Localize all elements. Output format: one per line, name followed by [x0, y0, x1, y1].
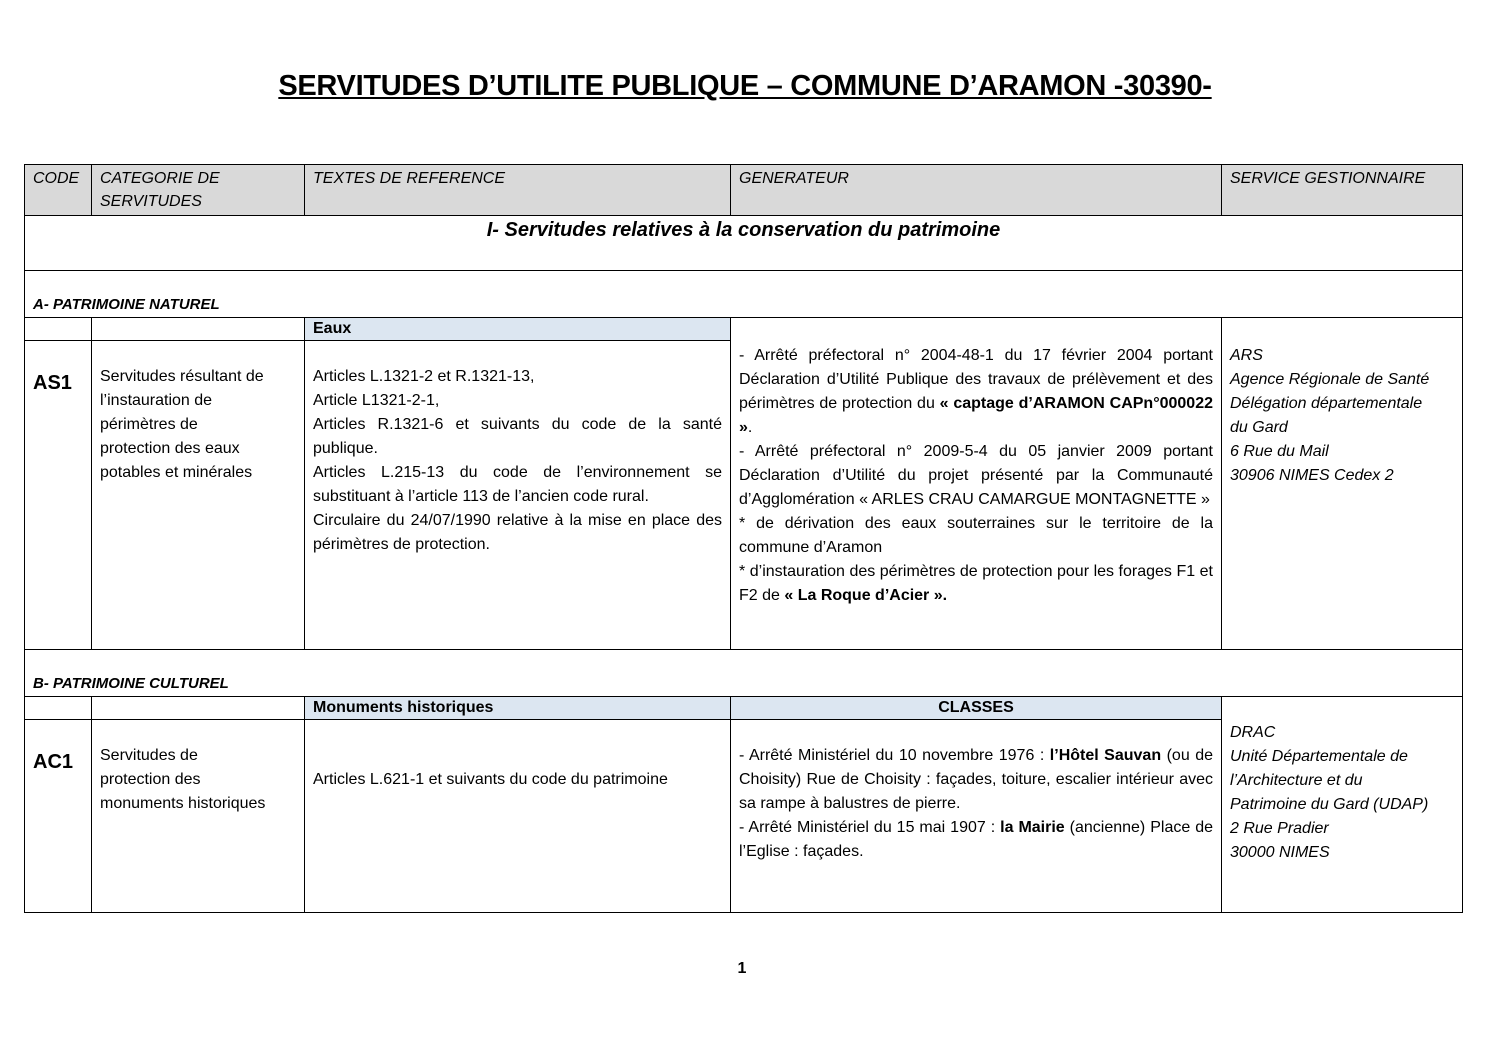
textes-as1-item: Articles L.215-13 du code de l’environnement se substituant à l’article 113 de l’ancien code rural. [313, 464, 722, 505]
label-monuments: Monuments historiques [305, 697, 731, 720]
gen-as1-captage: « captage d’ARAMON CAPn°000022 » [739, 395, 1213, 436]
section-row [25, 216, 1463, 271]
service-ac1-line: DRAC [1230, 724, 1276, 741]
subsection-row-naturel [25, 271, 1463, 318]
categorie-ac1-line: protection des [100, 771, 201, 788]
service-ac1 [1222, 697, 1463, 913]
textes-ac1: Articles L.621-1 et suivants du code du patrimoine [305, 720, 731, 913]
header-categorie-line1: CATEGORIE DE [100, 170, 220, 187]
textes-as1-item: Articles L.1321-2 et R.1321-13, [313, 368, 535, 385]
categorie-as1-line: potables et minérales [100, 464, 253, 481]
categorie-as1 [92, 341, 305, 650]
empty-cell [25, 697, 92, 720]
service-ac1-line: l’Architecture et du [1230, 772, 1363, 789]
categorie-as1-line: Servitudes résultant de [100, 368, 264, 385]
header-generateur: GENERATEUR [731, 165, 1222, 216]
categorie-ac1-line: monuments historiques [100, 795, 266, 812]
service-as1-line: 30906 NIMES Cedex 2 [1230, 467, 1394, 484]
gen-ac1-arrete-1976-rest: (ou de Choisity) Rue de Choisity : façades, toiture, escalier intérieur avec sa rampe à balustres de pierre. [739, 747, 1214, 812]
subsection-patrimoine-culturel: B- PATRIMOINE CULTUREL [25, 650, 1463, 697]
gen-ac1-mairie: la Mairie [1000, 819, 1065, 836]
service-as1 [1222, 318, 1463, 650]
categorie-as1-line: protection des eaux [100, 440, 240, 457]
gen-as1-derivation: * de dérivation des eaux souterraines sur le territoire de la commune d’Aramon [739, 515, 1213, 556]
gen-ac1-arrete-1976 [739, 747, 1213, 812]
categorie-as1-line: périmètres de [100, 416, 198, 433]
service-ac1-line: Patrimoine du Gard (UDAP) [1230, 796, 1429, 813]
textes-as1 [305, 341, 731, 650]
empty-cell [92, 697, 305, 720]
categorie-as1-line: l’instauration de [100, 392, 213, 409]
label-row-eaux [25, 318, 1463, 341]
gen-as1-instauration [739, 563, 1213, 604]
table-header-row [25, 165, 1463, 216]
servitudes-table [24, 164, 1463, 913]
subsection-row-culturel [25, 650, 1463, 697]
header-textes: TEXTES DE REFERENCE [305, 165, 731, 216]
gen-as1-period2: . [942, 587, 948, 604]
gen-as1-roque-acier: « La Roque d’Acier » [784, 587, 943, 604]
gen-as1-period: . [747, 419, 753, 436]
code-as1: AS1 [25, 341, 92, 650]
service-ac1-line: 2 Rue Pradier [1230, 820, 1329, 837]
label-classes: CLASSES [731, 697, 1222, 720]
subsection-patrimoine-naturel: A- PATRIMOINE NATUREL [25, 271, 1463, 318]
generateur-ac1 [731, 720, 1222, 913]
gen-ac1-hotel-sauvan: l’Hôtel Sauvan [1049, 747, 1162, 764]
service-as1-line: ARS [1230, 347, 1263, 364]
page-number: 1 [737, 960, 747, 977]
textes-as1-item: Article L1321-2-1, [313, 392, 440, 409]
header-service: SERVICE GESTIONNAIRE [1222, 165, 1463, 216]
service-ac1-line: 30000 NIMES [1230, 844, 1330, 861]
textes-as1-item: Circulaire du 24/07/1990 relative à la mise en place des périmètres de protection. [313, 512, 722, 553]
code-ac1: AC1 [25, 720, 92, 913]
service-as1-line: du Gard [1230, 419, 1288, 436]
service-as1-line: Agence Régionale de Santé [1230, 371, 1430, 388]
header-categorie-line2: SERVITUDES [100, 193, 202, 210]
gen-as1-arrete-2004-text: - Arrêté préfectoral n° 2004-48-1 du 17 février 2004 portant Déclaration d’Utilité Publique des travaux de prélèvement et des périmètres de protection du [739, 347, 1213, 412]
label-row-monuments [25, 697, 1463, 720]
empty-cell [92, 318, 305, 341]
gen-ac1-arrete-1976-text: - Arrêté Ministériel du 10 novembre 1976 : [739, 747, 1050, 764]
categorie-ac1 [92, 720, 305, 913]
label-eaux: Eaux [305, 318, 731, 341]
page-title: SERVITUDES D’UTILITE PUBLIQUE – COMMUNE D’ARAMON -30390- [278, 70, 1212, 102]
gen-ac1-arrete-1907-text: - Arrêté Ministériel du 15 mai 1907 : [739, 819, 1001, 836]
gen-ac1-arrete-1907-rest: (ancienne) Place de l’Eglise : façades. [739, 819, 1213, 860]
empty-cell [25, 318, 92, 341]
gen-as1-arrete-2009: - Arrêté préfectoral n° 2009-5-4 du 05 janvier 2009 portant Déclaration d’Utilité du projet présenté par la Communauté d’Agglomération « ARLES CRAU CAMARGUE MONTAGNETTE » [739, 443, 1213, 508]
gen-as1-arrete-2004 [739, 347, 1213, 436]
generateur-as1 [731, 318, 1222, 650]
service-ac1-line: Unité Départementale de [1230, 748, 1408, 765]
service-as1-line: 6 Rue du Mail [1230, 443, 1329, 460]
textes-as1-item: Articles R.1321-6 et suivants du code de la santé publique. [313, 416, 722, 457]
gen-ac1-arrete-1907 [739, 819, 1213, 860]
service-as1-line: Délégation départementale [1230, 395, 1423, 412]
categorie-ac1-line: Servitudes de [100, 747, 198, 764]
header-code: CODE [25, 165, 92, 216]
section-title: I- Servitudes relatives à la conservation du patrimoine [25, 216, 1463, 271]
header-categorie [92, 165, 305, 216]
gen-as1-instauration-text: * d’instauration des périmètres de protection pour les forages F1 et F2 de [739, 563, 1213, 604]
